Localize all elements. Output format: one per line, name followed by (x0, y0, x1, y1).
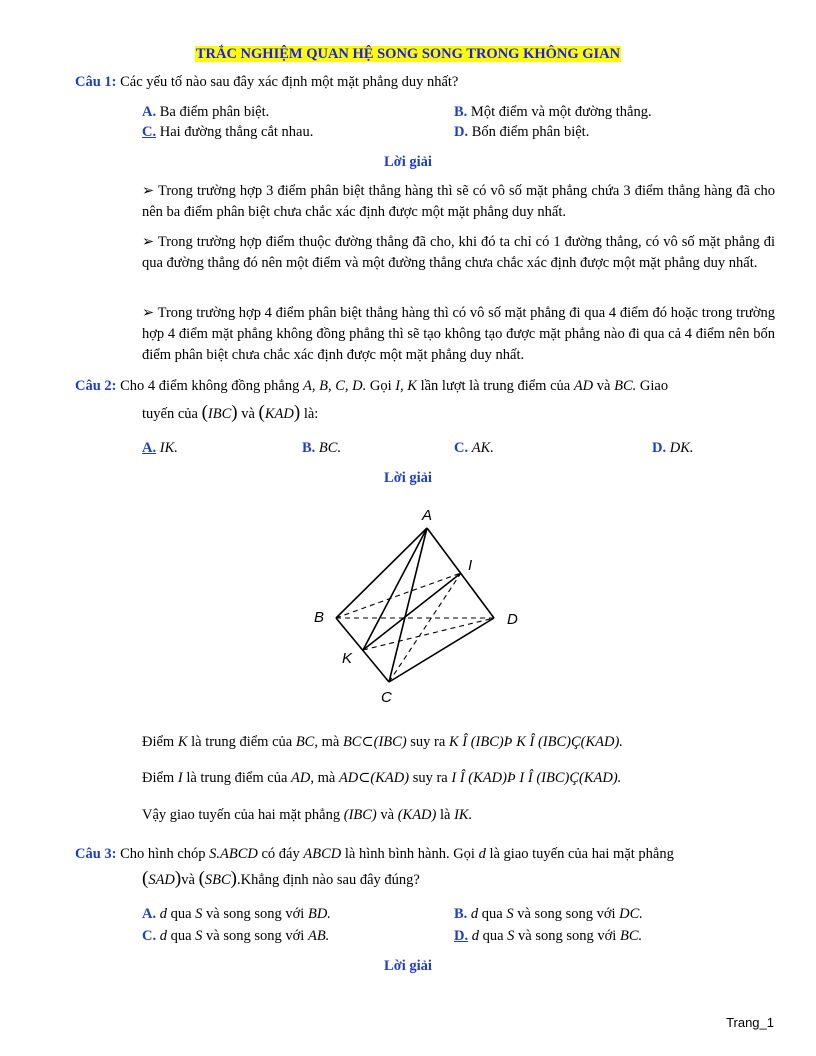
option-text: AK. (471, 440, 494, 456)
option-text: IK. (159, 440, 178, 456)
vertex-label-c: C (381, 689, 392, 706)
arrow-bullet-icon: ➢ (142, 305, 158, 321)
math: d (159, 906, 167, 922)
question-2-line-2: tuyến của (IBC) và (KAD) là: (142, 402, 319, 423)
math: d (159, 928, 167, 944)
text: là hình bình hành. Gọi (344, 846, 475, 862)
text: .Khẳng định nào sau đây đúng? (237, 872, 420, 888)
text: tuyến của (142, 406, 198, 422)
text: có đáy (261, 846, 300, 862)
option-key: B. (454, 906, 468, 922)
tetrahedron-figure (300, 500, 540, 710)
text: Giao (639, 378, 669, 394)
math: I (177, 770, 183, 786)
solution-line-2 (142, 768, 621, 789)
math: BC (295, 734, 315, 750)
question-text: Các yếu tố nào sau đây xác định một mặt phẳng duy nhất? (120, 74, 459, 90)
question-2 (75, 376, 668, 397)
math-expression: AD⊂(KAD) (338, 770, 410, 786)
text: là trung điểm của (191, 734, 293, 750)
vertex-label-b: B (314, 609, 325, 626)
line-ki (363, 573, 461, 650)
text: suy ra (410, 734, 446, 750)
question-label: Câu 3: (75, 846, 117, 862)
option-c (142, 122, 313, 143)
math: d (478, 846, 486, 862)
option-text: Một điểm và một đường thẳng. (470, 104, 652, 120)
paragraph-text: Trong trường hợp 4 điểm phân biệt thẳng hàng thì có vô số mặt phẳng đi qua 4 điểm đó hoặc trong trường hợp 4 điểm mặt phẳng không đồng phẳng thì sẽ tạo không tạo được mặt phẳng nào đi qua cả 4 điểm nên bốn điểm phân biệt chưa chắc xác định được một mặt phẳng duy nhất. (142, 305, 775, 363)
text: và song song với (206, 906, 305, 922)
solution-conclusion (142, 805, 472, 826)
text: qua (481, 906, 503, 922)
question-1 (75, 72, 458, 93)
option-key-correct: A. (142, 440, 157, 456)
math: (KAD) (397, 807, 437, 823)
math: BD. (307, 906, 331, 922)
arrow-bullet-icon: ➢ (142, 234, 158, 250)
math-expression: I Î (KAD)Þ I Î (IBC)Ç(KAD). (451, 770, 622, 786)
text: và song song với (517, 906, 616, 922)
paragraph-text: Trong trường hợp điểm thuộc đường thẳng đã cho, khi đó ta chỉ có 1 đường thẳng, có vô số mặt phẳng đi qua đường thẳng đó nên một điểm và một đường thẳng chưa chắc xác định được một mặt phẳng duy nhất. (142, 234, 776, 271)
option-text: DK. (669, 440, 694, 456)
option-b (454, 102, 652, 123)
solution-paragraph (142, 303, 775, 366)
text: qua (170, 928, 192, 944)
text: Điểm (142, 734, 175, 750)
solution-heading: Lời giải (384, 958, 432, 974)
math: IK. (454, 807, 473, 823)
option-c (454, 438, 494, 459)
option-d (454, 926, 642, 947)
math: KAD (264, 406, 294, 422)
math: BC. (614, 378, 637, 394)
math: A, B, C, D. (302, 378, 367, 394)
line-ci-hidden (389, 573, 461, 682)
page-title: TRẮC NGHIỆM QUAN HỆ SONG SONG TRONG KHÔNG GIAN (195, 46, 621, 62)
text: Cho hình chóp (120, 846, 206, 862)
text: , mà (310, 770, 336, 786)
math: S.ABCD (209, 846, 258, 862)
math: d (470, 906, 479, 922)
question-3-line-2: (SAD)và (SBC).Khẳng định nào sau đây đúng? (142, 868, 420, 889)
option-key-correct: C. (142, 124, 157, 140)
text: , mà (314, 734, 340, 750)
option-c (142, 926, 329, 947)
text: qua (170, 906, 192, 922)
solution-paragraph (142, 232, 775, 274)
question-label: Câu 1: (75, 74, 117, 90)
solution-heading: Lời giải (384, 470, 432, 486)
math: S (507, 928, 515, 944)
vertex-label-a: A (422, 507, 433, 524)
math: SBC (204, 872, 231, 888)
math: K (177, 734, 188, 750)
option-text: Bốn điểm phân biệt. (471, 124, 590, 140)
option-d (652, 438, 694, 459)
text: Gọi (369, 378, 392, 394)
text: và song song với (206, 928, 305, 944)
math: d (471, 928, 479, 944)
option-key: A. (142, 906, 157, 922)
option-a (142, 904, 331, 925)
math: SAD (148, 872, 175, 888)
math: AD (573, 378, 594, 394)
arrow-bullet-icon: ➢ (142, 183, 158, 199)
option-key: D. (454, 124, 469, 140)
math: ABCD (303, 846, 342, 862)
option-d (454, 122, 589, 143)
text: lần lượt là trung điểm của (420, 378, 571, 394)
edge-cd (389, 618, 494, 682)
math: IBC (207, 406, 232, 422)
option-key: C. (454, 440, 469, 456)
text: là giao tuyến của hai mặt phẳng (489, 846, 674, 862)
text: và song song với (518, 928, 617, 944)
math: S (195, 906, 203, 922)
math: S (195, 928, 203, 944)
option-key-correct: D. (454, 928, 469, 944)
option-key: C. (142, 928, 157, 944)
vertex-label-k: K (342, 650, 353, 667)
text: và (181, 872, 195, 888)
math-expression: BC⊂(IBC) (342, 734, 407, 750)
math: (IBC) (343, 807, 377, 823)
math: AD (291, 770, 311, 786)
math: S (506, 906, 514, 922)
math: I, K (395, 378, 417, 394)
math-expression: K Î (IBC)Þ K Î (IBC)Ç(KAD). (448, 734, 623, 750)
option-b (454, 904, 643, 925)
paragraph-text: Trong trường hợp 3 điểm phân biệt thẳng hàng thì sẽ có vô số mặt phẳng chứa 3 điểm thẳng hàng đã cho nên ba điểm phân biệt chưa chắc xác định được một mặt phẳng duy nhất. (142, 183, 776, 220)
text: là trung điểm của (186, 770, 288, 786)
text: là (439, 807, 451, 823)
math: DC. (619, 906, 643, 922)
edge-ab (336, 528, 427, 618)
option-key: A. (142, 104, 157, 120)
vertex-label-i: I (468, 557, 473, 574)
option-key: B. (302, 440, 316, 456)
math: BC. (619, 928, 643, 944)
text: qua (482, 928, 504, 944)
solution-line-1 (142, 732, 623, 753)
option-key: D. (652, 440, 667, 456)
option-b (302, 438, 341, 459)
page-number: Trang_1 (726, 1015, 774, 1030)
option-text: Hai đường thẳng cắt nhau. (159, 124, 314, 140)
option-text: Ba điểm phân biệt. (159, 104, 270, 120)
line-bi-hidden (336, 573, 461, 618)
line-ak (363, 528, 427, 650)
option-text: BC. (318, 440, 342, 456)
solution-paragraph (142, 181, 775, 223)
text: và (596, 378, 611, 394)
option-key: B. (454, 104, 468, 120)
text: Cho 4 điểm không đồng phẳng (120, 378, 300, 394)
text: Điểm (142, 770, 175, 786)
option-a (142, 438, 178, 459)
vertex-label-d: D (507, 611, 518, 628)
question-label: Câu 2: (75, 378, 117, 394)
option-a (142, 102, 269, 123)
math: AB. (307, 928, 330, 944)
question-3 (75, 844, 674, 865)
text: suy ra (412, 770, 448, 786)
text: và (380, 807, 395, 823)
text: Vậy giao tuyến của hai mặt phẳng (142, 807, 341, 823)
solution-heading: Lời giải (384, 154, 432, 170)
text: là: (303, 406, 319, 422)
text: và (241, 406, 255, 422)
